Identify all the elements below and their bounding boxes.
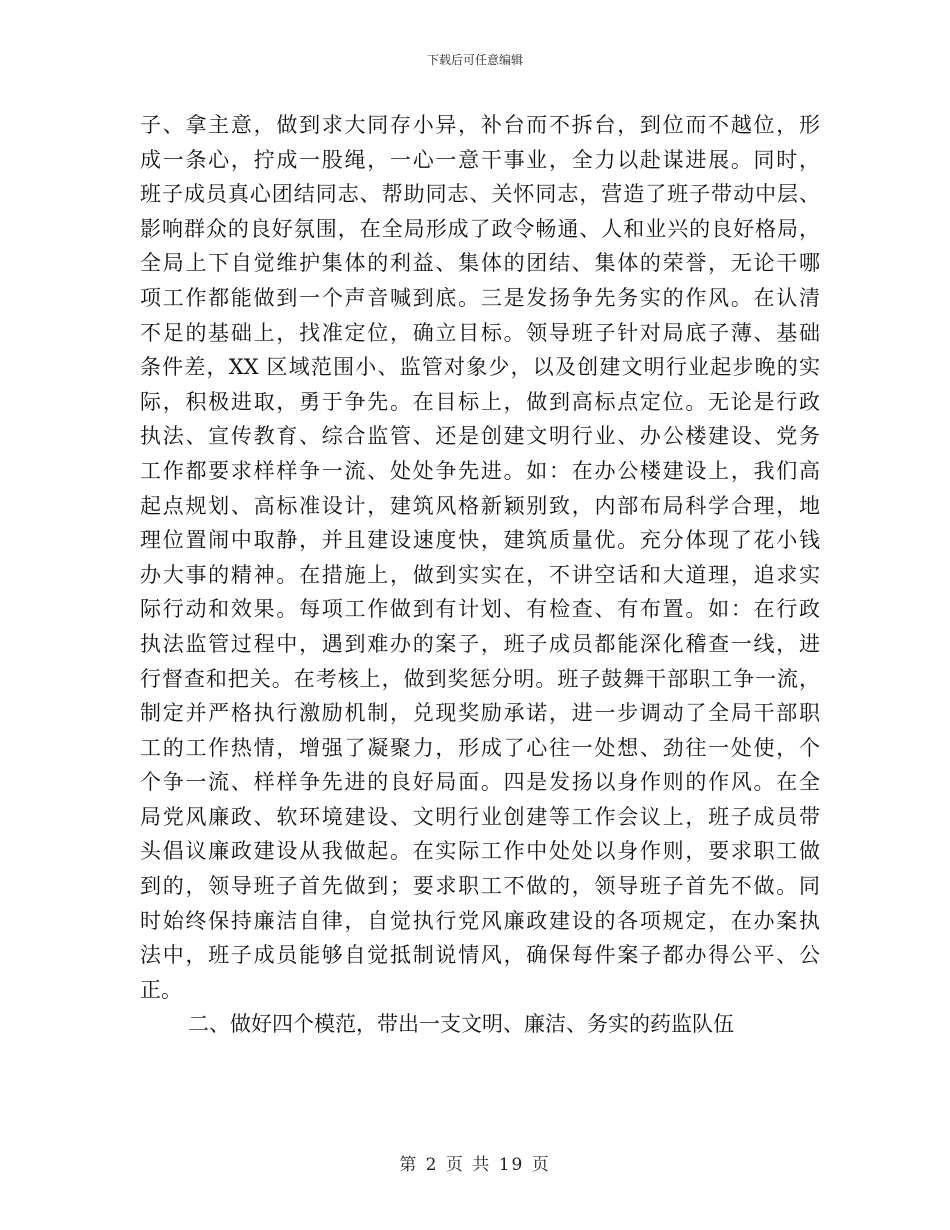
paragraph-line: 不足的基础上，找准定位，确立目标。领导班子针对局底子薄、基础 xyxy=(140,320,820,345)
paragraph-line: 班子成员真心团结同志、帮助同志、关怀同志，营造了班子带动中层、 xyxy=(140,182,820,207)
paragraph-line: 子、拿主意，做到求大同存小异，补台而不拆台，到位而不越位，形 xyxy=(140,113,820,137)
page-header: 下载后可任意编辑 xyxy=(426,53,523,67)
paragraph-line: 到的，领导班子首先做到；要求职工不做的，领导班子首先不做。同 xyxy=(140,874,820,899)
paragraph-line: 全局上下自觉维护集体的利益、集体的团结、集体的荣誉，无论干哪 xyxy=(140,251,820,276)
paragraph-line: 影响群众的良好氛围，在全局形成了政令畅通、人和业兴的良好格局， xyxy=(140,216,820,241)
document-body xyxy=(140,108,820,1042)
paragraph-line: 际，积极进取，勇于争先。在目标上，做到高标点定位。无论是行政 xyxy=(140,389,820,414)
paragraph-line: 办大事的精神。在措施上，做到实实在，不讲空话和大道理，追求实 xyxy=(140,562,820,587)
paragraph-line: 正。 xyxy=(140,977,182,1002)
paragraph-line: 工作都要求样样争一流、处处争先进。如：在办公楼建设上，我们高 xyxy=(140,458,820,483)
paragraph-line: 局党风廉政、软环境建设、文明行业创建等工作会议上，班子成员带 xyxy=(140,804,820,829)
page-number: 第 2 页 共 19 页 xyxy=(399,1155,551,1175)
paragraph-line: 个争一流、样样争先进的良好局面。四是发扬以身作则的作风。在全 xyxy=(140,770,820,795)
paragraph-line: 执法监管过程中，遇到难办的案子，班子成员都能深化稽查一线，进 xyxy=(140,631,820,656)
paragraph-line: 时始终保持廉洁自律，自觉执行党风廉政建设的各项规定，在办案执 xyxy=(140,908,820,933)
paragraph-line: 头倡议廉政建设从我做起。在实际工作中处处以身作则，要求职工做 xyxy=(140,839,820,864)
section-heading: 二、做好四个模范，带出一支文明、廉洁、务实的药监队伍 xyxy=(188,1012,734,1037)
paragraph-line: 成一条心，拧成一股绳，一心一意干事业，全力以赴谋进展。同时， xyxy=(140,147,820,172)
paragraph-line: 工的工作热情，增强了凝聚力，形成了心往一处想、劲往一处使，个 xyxy=(140,735,820,760)
paragraph-line: 制定并严格执行激励机制，兑现奖励承诺，进一步调动了全局干部职 xyxy=(140,701,820,726)
paragraph-line: 执法、宣传教育、综合监管、还是创建文明行业、办公楼建设、党务 xyxy=(140,424,820,449)
paragraph-line: 项工作都能做到一个声音喊到底。三是发扬争先务实的作风。在认清 xyxy=(140,285,820,310)
paragraph-line: 起点规划、高标准设计，建筑风格新颖别致，内部布局科学合理，地 xyxy=(140,493,820,518)
paragraph-line: 条件差，XX 区域范围小、监管对象少，以及创建文明行业起步晚的实 xyxy=(140,355,820,380)
paragraph-line: 理位置闹中取静，并且建设速度快，建筑质量优。充分体现了花小钱 xyxy=(140,528,820,553)
paragraph-line: 法中，班子成员能够自觉抵制说情风，确保每件案子都办得公平、公 xyxy=(140,943,820,968)
paragraph-line: 际行动和效果。每项工作做到有计划、有检查、有布置。如：在行政 xyxy=(140,597,820,622)
paragraph-line: 行督查和把关。在考核上，做到奖惩分明。班子鼓舞干部职工争一流， xyxy=(140,666,820,691)
